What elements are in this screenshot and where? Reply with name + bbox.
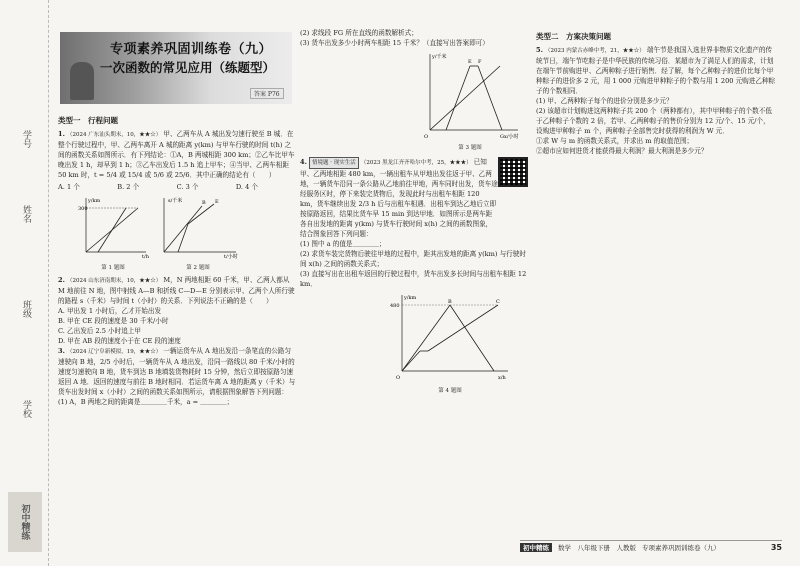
question-text: 一辆运货车从 A 地出发沿一条笔直的公路匀速驶向 B 地，2/5 小时后，一辆货车从 A 地出发，沿同一路线以 80 千米/小时的速度匀速驶向 B 地，货车到达 B 地填装货物耗时 15 分钟，然后立即按原路匀速返回 A 地．返回的速度与前往 B 地时相同．若运货车离 A 地的距离 y（千米）与货车出发时间 x（小时）之间的函数关系如图所示，请根据图象解答下列问题： [58, 347, 296, 396]
question-number: 3. [58, 347, 65, 355]
banner-subtitle: 一次函数的常见应用（练题型） [100, 60, 276, 75]
page-number: 35 [770, 542, 782, 552]
question-number: 4. [300, 158, 307, 166]
svg-text:t/h: t/h [142, 254, 149, 260]
svg-text:t/小时: t/小时 [224, 254, 238, 260]
svg-text:y/千米: y/千米 [432, 54, 447, 60]
q1-q2-figures [78, 194, 296, 273]
q4-sub1: (1) 图中 a 的值是＿＿＿＿； [300, 240, 386, 248]
question-text: 甲、乙两车从 A 城出发匀速行驶至 B 城．在整个行驶过程中，甲、乙两车离开 A 城的距离 y(km) 与甲车行驶的时间 t(h) 之间的函数关系如图所示．有下列结论：①A，B 两城相距 300 km；②乙车比甲车晚出发 1 h，却早到 1 h；③乙车出发后 1.5 h 追上甲车；④当甲、乙两车相距 50 km 时，t = 5/4 或 15/4 或 5/6 或 25/6．其中正确的结论有（ ） [58, 130, 295, 179]
q2-option-d: D. 甲在 AB 段的速度小于在 CE 段的速度 [58, 337, 181, 345]
runner-illustration [70, 62, 94, 100]
q3-sub3: (3) 货车出发多少小时两车相距 15 千米？（直接写出答案即可） [300, 39, 489, 47]
margin-label-name: 姓名 [21, 205, 31, 223]
q5-sub2a: ①求 W 与 m 的函数关系式，并求出 m 的取值范围； [536, 137, 694, 145]
svg-text:480: 480 [390, 303, 400, 309]
question-number: 5. [536, 46, 543, 54]
figure-3-graph [420, 50, 520, 140]
option-d: D. 4 个 [235, 183, 258, 191]
svg-text:B: B [448, 299, 452, 305]
question-source: （2024 辽宁阜新模拟，19，★★☆） [67, 349, 162, 355]
column-middle [300, 28, 528, 396]
figure-3-caption: 第 3 题图 [458, 145, 482, 151]
question-number: 1. [58, 130, 65, 138]
question-tag: 情境题 · 现实生活 [309, 157, 359, 169]
q2-option-c: C. 乙出发后 2.5 小时追上甲 [58, 327, 142, 335]
question-4 [300, 157, 528, 239]
question-2 [58, 275, 296, 306]
question-5 [536, 45, 776, 96]
column-right [536, 28, 776, 156]
figure-4 [390, 291, 510, 396]
q4-sub2: (2) 求货车装完货物后驶往甲地的过程中，距其出发地的距离 y(km) 与行驶时间 x(h) 之间的函数关系式； [300, 250, 526, 268]
binding-margin [0, 0, 49, 566]
footer-brand: 初中精练 [520, 543, 552, 552]
svg-text:E: E [215, 199, 219, 205]
figure-4-caption: 第 4 题图 [438, 388, 462, 394]
q1-options [58, 182, 258, 192]
figure-4-graph [390, 291, 510, 383]
figure-1-caption: 第 1 题图 [101, 265, 125, 271]
spine-brand-logo: 初中精练 [8, 492, 42, 552]
q4-sub3: (3) 直接写出在出租车返回的行驶过程中，货车出发多长时间与出租车相距 12 km． [300, 270, 527, 288]
margin-label-class: 班级 [21, 300, 31, 318]
question-text: 已知甲、乙两地相距 480 km，一辆出租车从甲地出发往返于甲、乙两地，一辆货车沿同一条公路从乙地前往甲地，两车同时出发，货车途经服务区时，停下来装完货物后，发现此时与出租车相距 120 km，货车继续出发 2/3 h 后与出租车相遇．出租车到达乙地后立即按原路返回，结果比货车早 15 min 到达甲地．如图所示是两车距各自出发地的距离 y(km) 与货车行驶时间 x(h) 之间的函数图象，结合图象回答下列问题： [300, 158, 498, 238]
svg-text:E: E [468, 59, 472, 65]
svg-text:y/km: y/km [88, 198, 101, 204]
svg-text:x/小时: x/小时 [504, 134, 519, 140]
banner-title: 专项素养巩固训练卷（九） [110, 42, 273, 57]
svg-text:300: 300 [78, 206, 88, 212]
svg-text:F: F [478, 59, 482, 65]
question-source: （2023 内蒙古赤峰中考，21，★★☆） [545, 48, 645, 54]
question-source: （2024 广东汕头期末，10，★★☆） [67, 132, 162, 138]
footer-subject: 数学 八年级下册 人教版 [558, 543, 636, 552]
option-a: A. 1 个 [58, 183, 80, 191]
svg-text:y/km: y/km [404, 295, 417, 301]
svg-text:C: C [496, 299, 500, 305]
question-text: M，N 两地相距 60 千米，甲、乙两人都从 M 地前往 N 地，图中射线 A—B 和折线 C—D—E 分别表示甲、乙两个人所行驶的路程 s（千米）与时间 t（小时）的关系．下列说法不正确的是（ ） [58, 276, 295, 305]
q5-sub2: (2) 该超市计划购进这两种粽子共 200 个（两种都有），其中甲种粽子的个数不低于乙种粽子个数的 2 倍，若甲、乙两种粽子的售价分别为 12 元/个、15 元/个，设购进甲种粽子 m 个，两种粽子全部售完时获得的利润为 W 元． [536, 107, 772, 135]
question-number: 2. [58, 276, 65, 284]
figure-1 [78, 194, 148, 273]
question-1 [58, 129, 296, 180]
q5-sub2b: ②超市应如何进货才能获得最大利润？最大利润是多少元？ [536, 147, 708, 155]
answer-reference: 答案 P76 [250, 88, 284, 99]
title-banner [60, 32, 292, 104]
q3-sub2: (2) 求线段 FG 所在直线的函数解析式； [300, 29, 418, 37]
svg-text:O: O [396, 375, 401, 381]
q2-option-b: B. 甲在 CE 段的速度是 30 千米/小时 [58, 317, 169, 325]
option-c: C. 3 个 [176, 183, 199, 191]
figure-1-graph [78, 194, 148, 260]
figure-2-graph [158, 194, 238, 260]
svg-text:x/h: x/h [498, 375, 506, 381]
q3-sub1: (1) A，B 两地之间的距离是＿＿＿＿千米，a = ＿＿＿＿； [58, 398, 234, 406]
svg-text:G: G [500, 134, 504, 140]
qr-code [498, 157, 528, 187]
section-heading-plan: 类型二 方案决策问题 [536, 32, 611, 41]
footer-title: 专项素养巩固训练卷（九） [642, 543, 720, 552]
svg-text:B: B [202, 200, 206, 206]
section-heading-travel: 类型一 行程问题 [58, 116, 118, 125]
figure-3 [420, 50, 520, 153]
margin-label-student-id: 学号 [21, 130, 31, 148]
question-3 [58, 346, 296, 397]
page-footer [520, 540, 782, 553]
svg-text:s/千米: s/千米 [168, 198, 183, 204]
question-text: 端午节是我国入选世界非物质文化遗产的传统节日，端午节吃粽子是中华民族的传统习俗．某超市为了满足人们的需求，计划在端午节前购进甲、乙两种粽子进行销售．经了解，每个乙种粽子的进价比每个甲种粽子的进价多 2 元，用 1 000 元购进甲种粽子的个数与用 1 200 元购进乙种粽子的个数相同． [536, 46, 776, 95]
svg-text:O: O [424, 134, 429, 140]
q5-sub1: (1) 甲、乙两种粽子每个的进价分别是多少元？ [536, 97, 673, 105]
question-source: （2023 黑龙江齐齐哈尔中考，25，★★★） [360, 160, 472, 166]
figure-2-caption: 第 2 题图 [186, 265, 210, 271]
q2-option-a: A. 甲出发 1 小时后，乙才开始出发 [58, 307, 162, 315]
margin-label-school: 学校 [21, 400, 31, 418]
question-source: （2024 山东济南期末，10，★★☆） [67, 278, 162, 284]
figure-2 [158, 194, 238, 273]
option-b: B. 2 个 [117, 183, 140, 191]
column-left [58, 112, 296, 407]
